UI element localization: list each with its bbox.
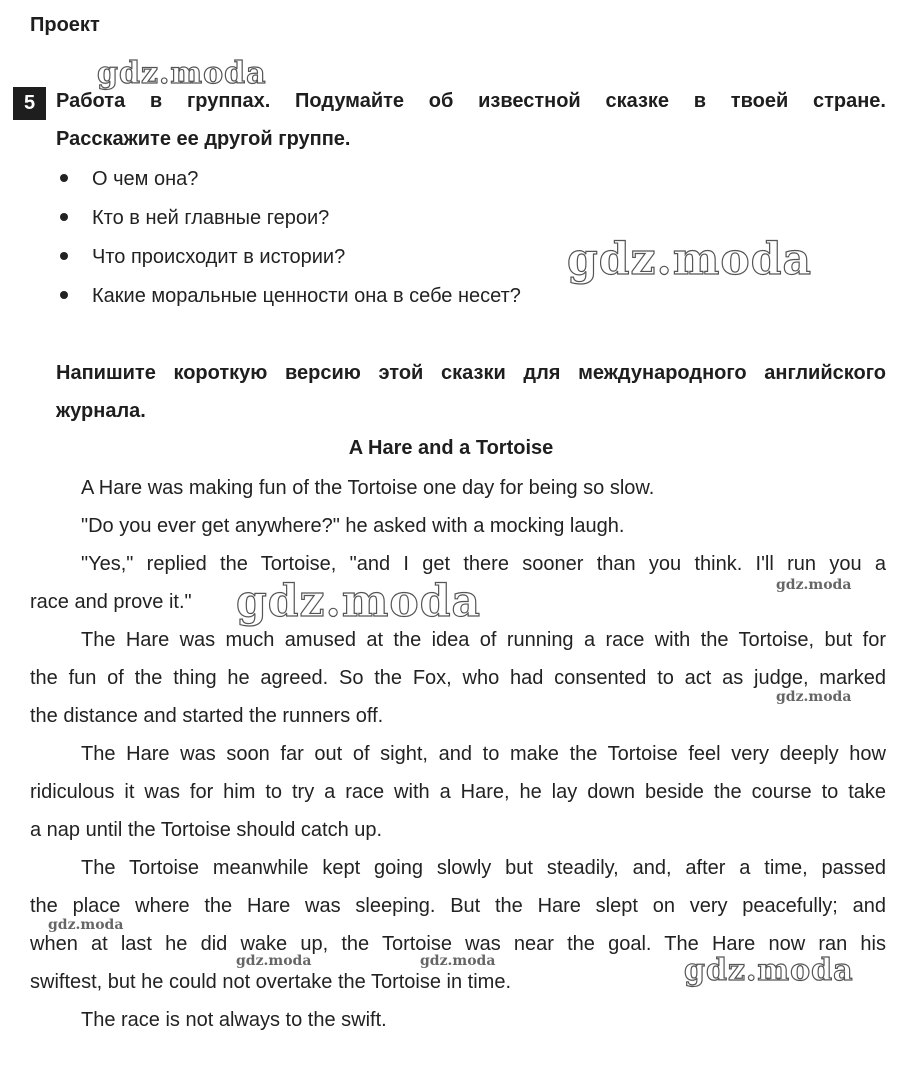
watermark: gdz.moda bbox=[567, 234, 813, 285]
write-instruction-line-2: журнала. bbox=[56, 400, 146, 422]
watermark: gdz.moda bbox=[684, 953, 854, 988]
bullet-dot-icon bbox=[60, 291, 68, 299]
watermark: gdz.moda bbox=[97, 56, 267, 91]
watermark: gdz.moda bbox=[776, 689, 852, 705]
story-line: ridiculous it was for him to try a race with a Hare, he lay down beside the course to take bbox=[30, 781, 886, 803]
watermark: gdz.moda bbox=[48, 917, 124, 933]
story-line: A Hare was making fun of the Tortoise one day for being so slow. bbox=[81, 477, 655, 499]
story-line: The Hare was much amused at the idea of running a race with the Tortoise, but for bbox=[81, 629, 886, 651]
story-line: The Tortoise meanwhile kept going slowly but steadily, and, after a time, passed bbox=[81, 857, 886, 879]
bullet-item: Какие моральные ценности она в себе несет? bbox=[60, 285, 521, 308]
task-instruction-line-2: Расскажите ее другой группе. bbox=[56, 128, 351, 150]
watermark: gdz.moda bbox=[236, 953, 312, 969]
story-line: when at last he did wake up, the Tortoise was near the goal. The Hare now ran his bbox=[30, 933, 886, 955]
task-instruction-line-1: Работа в группах. Подумайте об известной сказке в твоей стране. bbox=[56, 90, 886, 112]
bullet-item: Что происходит в истории? bbox=[60, 246, 345, 269]
bullet-dot-icon bbox=[60, 213, 68, 221]
story-line: swiftest, but he could not overtake the Tortoise in time. bbox=[30, 971, 511, 993]
bullet-dot-icon bbox=[60, 252, 68, 260]
watermark: gdz.moda bbox=[776, 577, 852, 593]
story-line: "Do you ever get anywhere?" he asked with a mocking laugh. bbox=[81, 515, 625, 537]
story-line: the distance and started the runners off. bbox=[30, 705, 384, 727]
section-heading: Проект bbox=[30, 14, 100, 36]
story-line: "Yes," replied the Tortoise, "and I get there sooner than you think. I'll run you a bbox=[81, 553, 886, 575]
watermark: gdz.moda bbox=[236, 576, 482, 627]
task-number-badge: 5 bbox=[13, 87, 46, 120]
story-line: The race is not always to the swift. bbox=[81, 1009, 387, 1031]
bullet-item: Кто в ней главные герои? bbox=[60, 207, 329, 230]
write-instruction-line-1: Напишите короткую версию этой сказки для международного английского bbox=[56, 362, 886, 384]
bullet-dot-icon bbox=[60, 174, 68, 182]
bullet-item: О чем она? bbox=[60, 168, 198, 191]
story-line: a nap until the Tortoise should catch up. bbox=[30, 819, 383, 841]
watermark: gdz.moda bbox=[420, 953, 496, 969]
story-line: the fun of the thing he agreed. So the Fox, who had consented to act as judge, marked bbox=[30, 667, 886, 689]
story-title: A Hare and a Tortoise bbox=[348, 437, 554, 459]
story-line: the place where the Hare was sleeping. But the Hare slept on very peacefully; and bbox=[30, 895, 886, 917]
story-line: race and prove it." bbox=[30, 591, 192, 613]
story-line: The Hare was soon far out of sight, and to make the Tortoise feel very deeply how bbox=[81, 743, 886, 765]
